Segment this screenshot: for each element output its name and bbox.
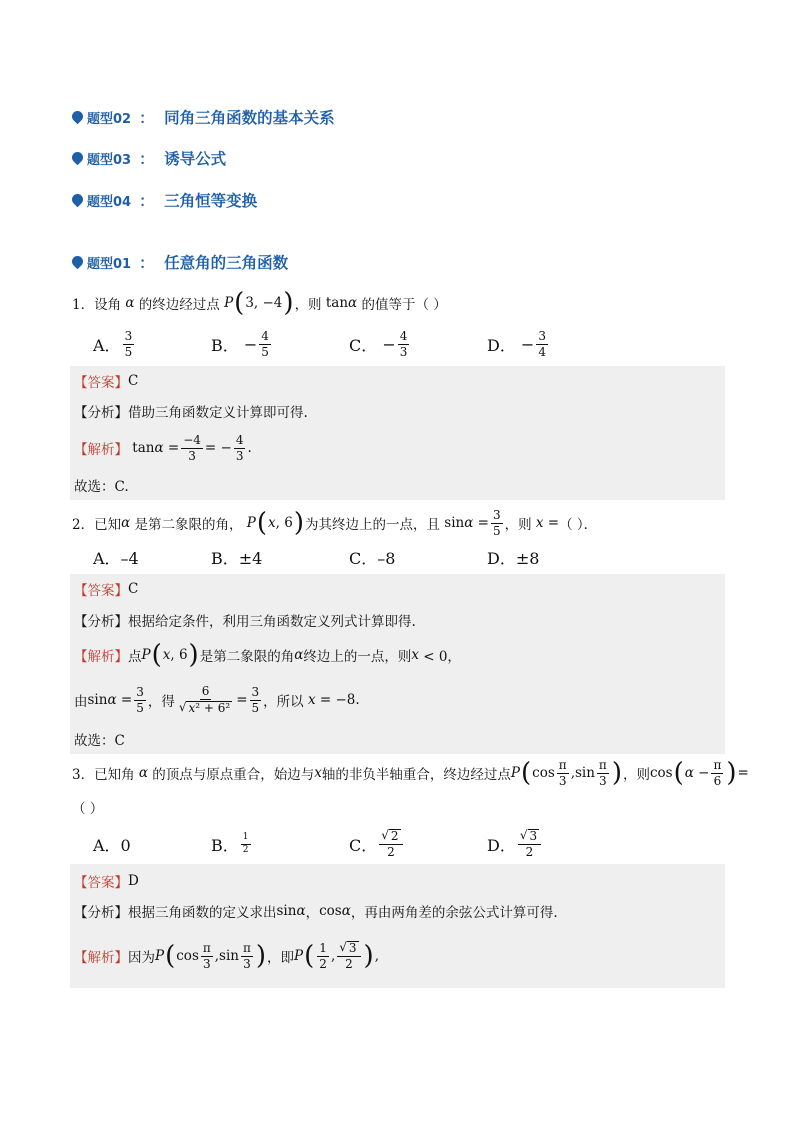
- answer-box-1: [70, 366, 725, 500]
- question-2-stem: 2．已知 α 是第二象限的角， P ( x , 6 ) 为其终边上的一点，且 sin α = $\frac{3}{5}$ ，则 x = （ ）．: [72, 507, 598, 538]
- option-b[interactable]: B．±4: [211, 548, 263, 568]
- question-3-options: [0, 826, 794, 862]
- option-b[interactable]: B． $\frac{1}{2}$: [211, 832, 249, 855]
- question-3-stem: 3．已知角 α 的顶点与原点重合，始边与 x 轴的非负半轴重合，终边经过点 P ( cos $\frac{\pi}{3}$ ,sin $\frac{\pi}{3}$ ) ，则 cos ( α − $\frac{\pi}{6}$ ) =: [72, 757, 749, 788]
- answer-box-3: [70, 864, 725, 988]
- solution-line: 【解析】 点 P ( x , 6 ) 是第二象限的角 α 终边上的一点，则 x < 0，: [74, 640, 461, 670]
- conclusion-line: 故选：C: [74, 733, 125, 749]
- question-1-options: [0, 326, 794, 362]
- option-c[interactable]: C． √ 2 2: [349, 826, 405, 862]
- question-2-options: [0, 542, 794, 572]
- analysis-line: 【分析】 借助三角函数定义计算即可得.: [74, 405, 308, 421]
- analysis-line: 【分析】 根据给定条件，利用三角函数定义列式计算即得.: [74, 614, 416, 630]
- option-d[interactable]: D． √ 3 2: [487, 826, 543, 862]
- type-heading-02[interactable]: 题型02 ： 同角三角函数的基本关系: [72, 104, 335, 130]
- answer-line: 【答案】 C: [74, 373, 139, 391]
- type-heading-04[interactable]: 题型04 ： 三角恒等变换: [72, 187, 257, 213]
- map-pin-icon: [72, 256, 83, 269]
- answer-line: 【答案】 C: [74, 581, 139, 599]
- analysis-line: 【分析】 根据三角函数的定义求出 sin α ， cos α ，再由两角差的余弦公式计算可得.: [74, 903, 558, 921]
- option-d[interactable]: D．±8: [487, 548, 540, 568]
- question-3-stem-cont: （ ）: [72, 801, 104, 817]
- type-heading-03[interactable]: 题型03 ： 诱导公式: [72, 145, 226, 171]
- answer-box-2: [70, 574, 725, 754]
- option-d[interactable]: D． − $\frac{3}{4}$: [487, 328, 546, 359]
- question-1-stem: 1．设角 α 的终边经过点 P ( 3, −4 ) ，则 tan α 的值等于（ ）: [72, 288, 447, 318]
- option-b[interactable]: B． − $\frac{4}{5}$: [211, 328, 269, 359]
- solution-line-2: 由 sin α = $\frac{3}{5}$ ，得 6 √ x² + 6² = $\frac{3}{5}$ ，所以 x = −8.: [74, 684, 360, 715]
- solution-line: 【解析】 tan α = $\frac{-4}{3}$ = − $\frac{4}{3}$ .: [74, 432, 252, 463]
- solution-line: 【解析】 因为 P ( cos $\frac{\pi}{3}$ ,sin $\frac{\pi}{3}$ ) ，即 P ( $\frac{1}{2}$ , √ 3 2 ) ,: [74, 940, 379, 971]
- option-c[interactable]: C． − $\frac{4}{3}$: [349, 328, 408, 359]
- conclusion-line: 故选：C.: [74, 479, 129, 495]
- option-a[interactable]: A．–4: [93, 548, 139, 568]
- map-pin-icon: [72, 194, 83, 207]
- option-a[interactable]: A．0: [93, 835, 131, 855]
- option-a[interactable]: A． $\frac{3}{5}$: [93, 328, 133, 359]
- map-pin-icon: [72, 152, 83, 165]
- answer-line: 【答案】 D: [74, 873, 139, 891]
- option-c[interactable]: C．–8: [349, 548, 396, 568]
- map-pin-icon: [72, 111, 83, 124]
- type-heading-01[interactable]: 题型01 ： 任意角的三角函数: [72, 249, 288, 275]
